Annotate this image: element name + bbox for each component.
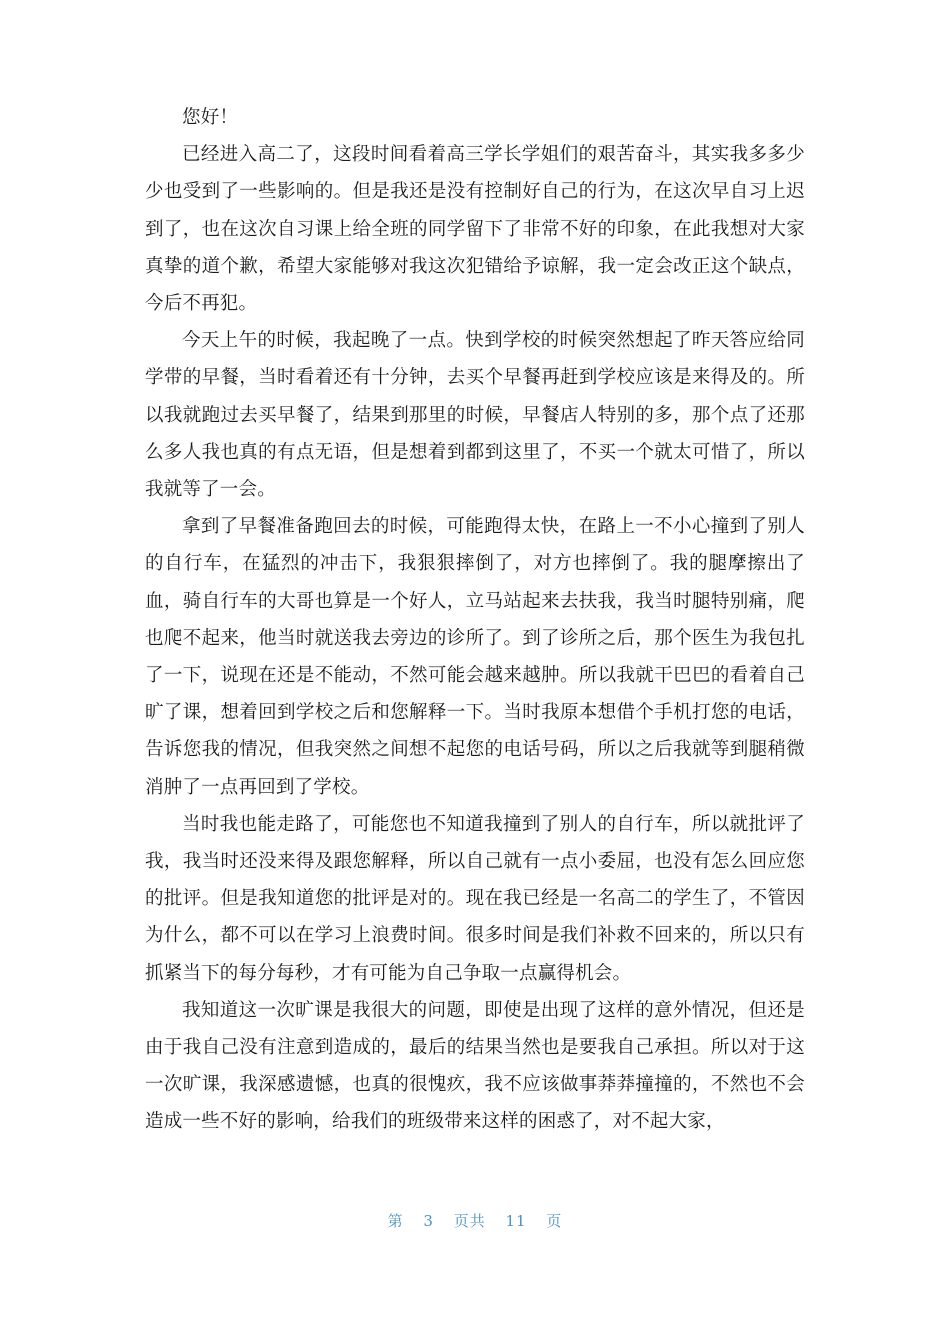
paragraph-1: 已经进入高二了，这段时间看着高三学长学姐们的艰苦奋斗，其实我多多少少也受到了一些影响的。但是我还是没有控制好自己的行为，在这次早自习上迟到了，也在这次自习课上给全班的同学留下了非常不好的印象，在此我想对大家真挚的道个歉，希望大家能够对我这次犯错给予谅解，我一定会改正这个缺点，今后不再犯。 bbox=[145, 144, 805, 315]
greeting: 您好！ bbox=[182, 107, 239, 128]
page-number-footer: 第 3 页共 11 页 bbox=[387, 1212, 563, 1230]
paragraph-2: 今天上午的时候，我起晚了一点。快到学校的时候突然想起了昨天答应给同学带的早餐，当时看着还有十分钟，去买个早餐再赶到学校应该是来得及的。所以我就跑过去买早餐了，结果到那里的时候，早餐店人特别的多，那个点了还那么多人我也真的有点无语，但是想着到都到这里了，不买一个就太可惜了，所以我就等了一会。 bbox=[145, 330, 805, 501]
paragraph-4: 当时我也能走路了，可能您也不知道我撞到了别人的自行车，所以就批评了我，我当时还没来得及跟您解释，所以自己就有一点小委屈，也没有怎么回应您的批评。但是我知道您的批评是对的。现在我已经是一名高二的学生了，不管因为什么，都不可以在学习上浪费时间。很多时间是我们补救不回来的，所以只有抓紧当下的每分每秒，才有可能为自己争取一点赢得机会。 bbox=[145, 813, 805, 984]
paragraph-5: 我知道这一次旷课是我很大的问题，即使是出现了这样的意外情况，但还是由于我自己没有注意到造成的，最后的结果当然也是要我自己承担。所以对于这一次旷课，我深感遗憾，也真的很愧疚，我不应该做事莽莽撞撞的，不然也不会造成一些不好的影响，给我们的班级带来这样的困惑了，对不起大家， bbox=[145, 999, 805, 1133]
letter-body bbox=[145, 99, 805, 1141]
paragraph-3: 拿到了早餐准备跑回去的时候，可能跑得太快，在路上一不小心撞到了别人的自行车，在猛烈的冲击下，我狠狠摔倒了，对方也摔倒了。我的腿摩擦出了血，骑自行车的大哥也算是一个好人，立马站起来去扶我，我当时腿特别痛，爬也爬不起来，他当时就送我去旁边的诊所了。到了诊所之后，那个医生为我包扎了一下，说现在还是不能动，不然可能会越来越肿。所以我就干巴巴的看着自己旷了课，想着回到学校之后和您解释一下。当时我原本想借个手机打您的电话，告诉您我的情况，但我突然之间想不起您的电话号码，所以之后我就等到腿稍微消肿了一点再回到了学校。 bbox=[145, 516, 805, 798]
